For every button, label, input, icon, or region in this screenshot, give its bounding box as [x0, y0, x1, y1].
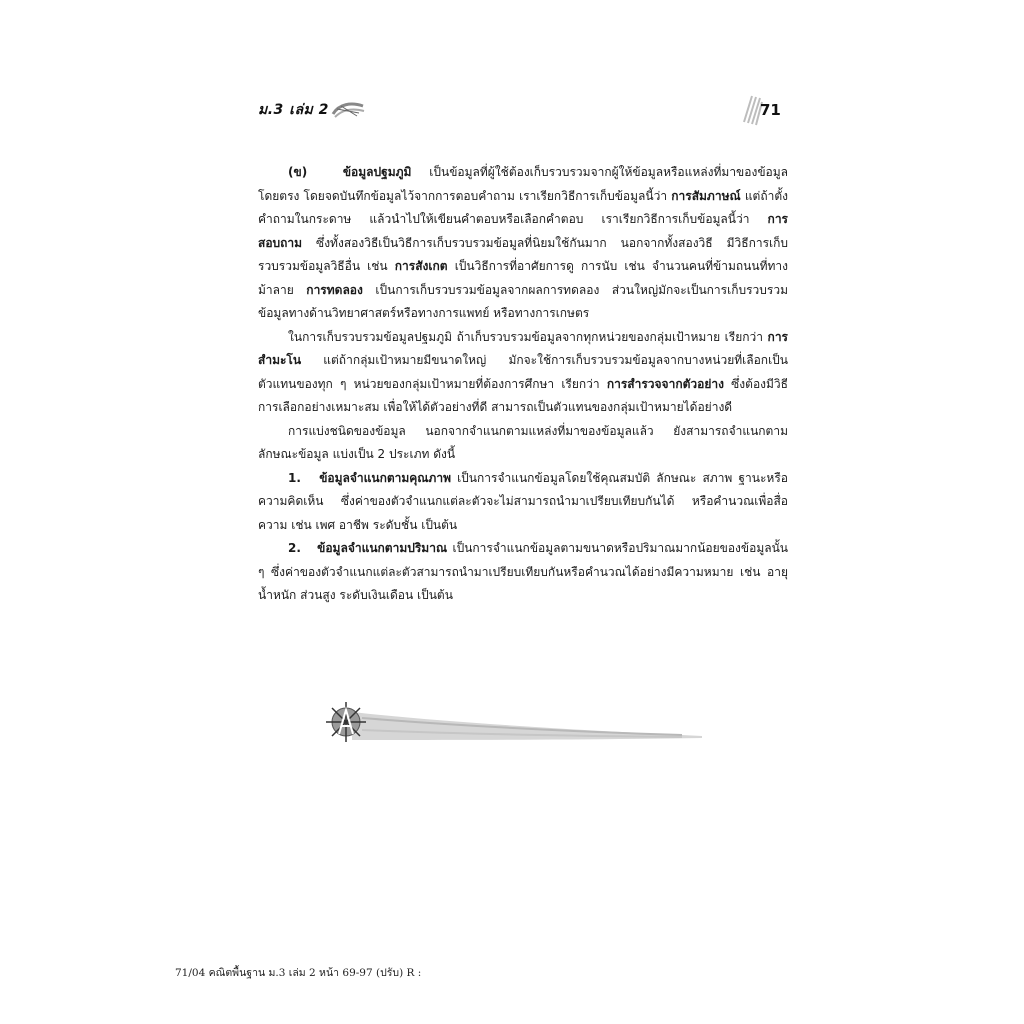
header-swoosh-icon: [331, 100, 365, 120]
body-text: [258, 161, 788, 608]
term-sample-survey: การสำรวจจากตัวอย่าง: [606, 376, 724, 391]
paragraph-text: ซึ่งต้องมีวิธีการเลือกอย่างเหมาะสม เพื่อให้ได้ตัวอย่างที่ดี สามารถเป็นตัวแทนของกลุ่มเป้าหมายได้อย่างดี: [258, 376, 788, 414]
paragraph-text: แต่ถ้ากลุ่มเป้าหมายมีขนาดใหญ่ มักจะใช้การเก็บรวบรวมข้อมูลจากบางหน่วยที่เลือกเป็นตัวแทนของทุก ๆ หน่วยของกลุ่มเป้าหมายที่ต้องการศึกษา เรียกว่า: [258, 353, 788, 391]
term-observation: การสังเกต: [394, 259, 448, 273]
paragraph-text: เป็นการจำแนกข้อมูลตามขนาดหรือปริมาณมากน้อยของข้อมูลนั้น ๆ ซึ่งค่าของตัวจำแนกแต่ละตัวสามารถนำมาเปรียบเทียบกันหรือคำนวณได้อย่างมีความหมาย เช่น อายุ น้ำหนัก ส่วนสูง ระดับเงินเดือน เป็นต้น: [258, 541, 788, 602]
page-number: 71: [760, 101, 781, 119]
item-number: 2.: [288, 541, 301, 555]
paragraph-primary-data: [258, 161, 788, 326]
term-experiment: การทดลอง: [306, 282, 363, 297]
paragraph-text: ซึ่งทั้งสองวิธีเป็นวิธีการเก็บรวบรวมข้อมูลที่นิยมใช้กันมาก นอกจากทั้งสองวิธี มีวิธีการเก็บรวบรวมข้อมูลวิธีอื่น เช่น: [258, 235, 788, 273]
list-item-qualitative: [258, 467, 788, 538]
paragraph-text: เป็นข้อมูลที่ผู้ใช้ต้องเก็บรวบรวมจากผู้ให้ข้อมูลหรือแหล่งที่มาของข้อมูล โดยตรง โดยจดบันทึกข้อมูลไว้จากการตอบคำถาม เราเรียกวิธีการเก็บข้อมูลนี้ว่า: [258, 165, 788, 203]
paragraph-census: [258, 326, 788, 420]
item-number: 1.: [288, 470, 301, 485]
term-interview: การสัมภาษณ์: [671, 188, 741, 203]
page-number-block: [742, 92, 792, 126]
compass-swoosh-decoration: [322, 700, 704, 748]
term-qualitative: ข้อมูลจำแนกตามคุณภาพ: [319, 470, 451, 485]
term-census: การสำมะโน: [258, 329, 788, 367]
list-item-quantitative: [258, 537, 788, 608]
running-header: [258, 100, 365, 120]
paragraph-data-types: [258, 420, 788, 467]
book-label: ม.3 เล่ม 2: [258, 102, 329, 118]
paragraph-text: การแบ่งชนิดของข้อมูล นอกจากจำแนกตามแหล่งที่มาของข้อมูลแล้ว ยังสามารถจำแนกตามลักษณะข้อมูล แบ่งเป็น 2 ประเภท ดังนี้: [258, 423, 788, 461]
paragraph-text: แต่ถ้าตั้งคำถามในกระดาษ แล้วนำไปให้เขียนคำตอบหรือเลือกคำตอบ เราเรียกวิธีการเก็บข้อมูลนี้ว่า: [258, 188, 789, 226]
term-primary-data: ข้อมูลปฐมภูมิ: [342, 165, 412, 179]
paragraph-lead: (ข): [288, 165, 308, 179]
paragraph-text: เป็นวิธีการที่อาศัยการดู การนับ เช่น จำนวนคนที่ข้ามถนนที่ทางม้าลาย: [258, 259, 788, 297]
term-questionnaire: การสอบถาม: [258, 212, 788, 250]
paragraph-text: เป็นการจำแนกข้อมูลโดยใช้คุณสมบัติ ลักษณะ สภาพ ฐานะหรือความคิดเห็น ซึ่งค่าของตัวจำแนกแต่ละตัวจะไม่สามารถนำมาเปรียบเทียบกันได้ หรือคำนวณเพื่อสื่อความ เช่น เพศ อาชีพ ระดับชั้น เป็นต้น: [258, 470, 788, 532]
term-quantitative: ข้อมูลจำแนกตามปริมาณ: [317, 541, 448, 555]
paragraph-text: เป็นการเก็บรวบรวมข้อมูลจากผลการทดลอง ส่วนใหญ่มักจะเป็นการเก็บรวบรวมข้อมูลทางด้านวิทยาศาสตร์หรือทางการแพทย์ หรือทางการเกษตร: [258, 282, 788, 320]
paragraph-text: ในการเก็บรวบรวมข้อมูลปฐมภูมิ ถ้าเก็บรวบรวมข้อมูลจากทุกหน่วยของกลุ่มเป้าหมาย เรียกว่า: [288, 329, 768, 344]
print-footer: 71/04 คณิตพื้นฐาน ม.3 เล่ม 2 หน้า 69-97 (ปรับ) R :: [175, 967, 422, 979]
